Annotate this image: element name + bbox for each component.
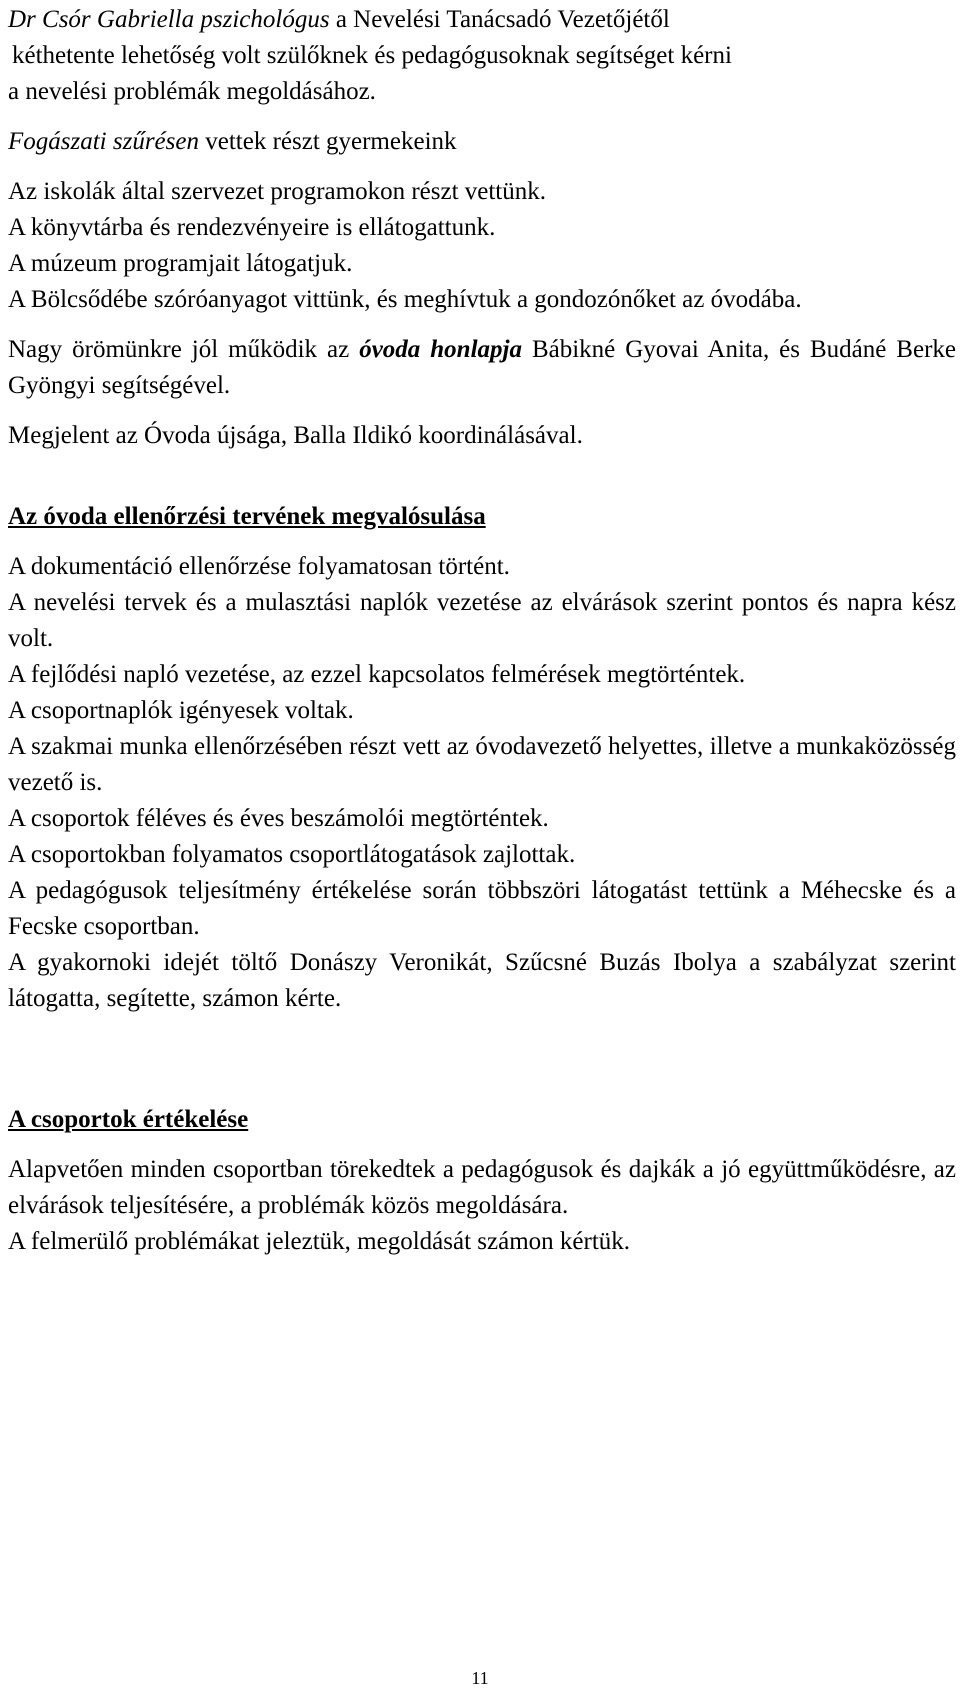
inspection-line: A dokumentáció ellenőrzése folyamatosan történt.	[8, 553, 510, 580]
groups-line: A felmerülő problémákat jeleztük, megoldását számon kértük.	[8, 1228, 631, 1255]
inspection-line: A nevelési tervek és a mulasztási naplók vezetése az elvárások szerint pontos és napra kész volt.	[8, 589, 956, 652]
psychologist-text-line3: a nevelési problémák megoldásához.	[8, 78, 376, 105]
inspection-line: A pedagógusok teljesítmény értékelése során többszöri látogatást tettünk a Méhecske és a Fecske csoportban.	[8, 877, 956, 940]
dental-screening-term: Fogászati szűrésen	[8, 128, 199, 155]
paragraph-dental	[8, 124, 956, 160]
paragraph-library: A könyvtárba és rendezvényeire is ellátogattunk.	[8, 214, 496, 241]
paragraph-psychologist	[8, 2, 956, 110]
inspection-line: A csoportok féléves és éves beszámolói megtörténtek.	[8, 805, 549, 832]
psychologist-name: Dr Csór Gabriella pszichológus	[8, 6, 330, 33]
inspection-line: A csoportnaplók igényesek voltak.	[8, 697, 354, 724]
paragraph-nursery: A Bölcsődébe szóróanyagot vittünk, és meghívtuk a gondozónőket az óvodába.	[8, 286, 802, 313]
section-heading-inspection: Az óvoda ellenőrzési tervének megvalósulása	[8, 503, 486, 530]
website-term: óvoda honlapja	[359, 336, 522, 363]
website-text-post: Bábikné Gyovai Anita, és Budáné Berke Gyöngyi segítségével.	[8, 336, 957, 399]
dental-text: vettek részt gyermekeink	[198, 128, 457, 155]
inspection-line: A szakmai munka ellenőrzésében részt vett az óvodavezető helyettes, illetve a munkaközösség vezető is.	[8, 733, 956, 796]
psychologist-text-line2: kéthetente lehetőség volt szülőknek és pedagógusoknak segítséget kérni	[12, 42, 732, 69]
paragraph-website	[8, 332, 956, 404]
website-text-pre: Nagy örömünkre jól működik az	[8, 336, 360, 363]
paragraph-school-programs: Az iskolák által szervezet programokon részt vettünk.	[8, 178, 547, 205]
inspection-line: A fejlődési napló vezetése, az ezzel kapcsolatos felmérések megtörténtek.	[8, 661, 746, 688]
psychologist-text: a Nevelési Tanácsadó Vezetőjétől	[329, 6, 670, 33]
inspection-line: A csoportokban folyamatos csoportlátogatások zajlottak.	[8, 841, 576, 868]
groups-line: Alapvetően minden csoportban törekedtek a pedagógusok és dajkák a jó együttműködésre, az elvárások teljesítésére, a problémák közös megoldására.	[8, 1156, 956, 1219]
paragraph-museum: A múzeum programjait látogatjuk.	[8, 250, 353, 277]
section-heading-groups: A csoportok értékelése	[8, 1106, 249, 1133]
page-number: 11	[471, 1668, 489, 1688]
inspection-line: A gyakornoki idejét töltő Donászy Veronikát, Szűcsné Buzás Ibolya a szabályzat szerint látogatta, segítette, számon kérte.	[8, 949, 956, 1012]
paragraph-newspaper: Megjelent az Óvoda újsága, Balla Ildikó koordinálásával.	[8, 422, 583, 449]
